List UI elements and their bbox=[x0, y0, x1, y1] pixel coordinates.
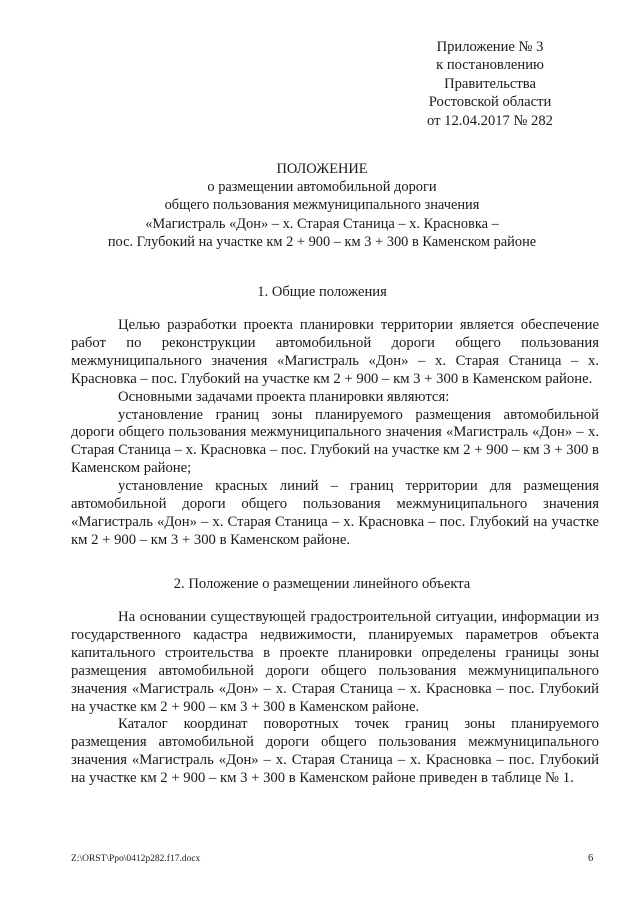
paragraph: На основании существующей градостроительной ситуации, информации из государственного кадастра недвижимости, планируемых параметров объекта капитального строительства в проекте планировки определены границы зоны размещения автомобильной дороги общего пользования межмуниципального значения «Магистраль «Дон» – х. Старая Станица – х. Красновка – пос. Глубокий на участке км 2 + 900 – км 3 + 300 в Каменском районе. bbox=[71, 609, 599, 715]
page-number: 6 bbox=[588, 853, 594, 864]
document-heading bbox=[72, 160, 572, 251]
section-1-heading: 1. Общие положения bbox=[257, 284, 387, 300]
appendix-line: Приложение № 3 bbox=[436, 39, 544, 55]
section-1-body bbox=[71, 317, 599, 550]
appendix-line: Ростовской области bbox=[428, 94, 552, 111]
paragraph: Целью разработки проекта планировки территории является обеспечение работ по реконструкции автомобильной дороги общего пользования межмуниципального значения «Магистраль «Дон» – х. Старая Станица – х. Красновка – пос. Глубокий на участке км 2 + 900 – км 3 + 300 в Каменском районе. bbox=[71, 317, 599, 387]
appendix-line: от 12.04.2017 № 282 bbox=[427, 112, 553, 129]
footer-file-path: Z:\ORST\Ppo\0412p282.f17.docx bbox=[71, 854, 201, 864]
appendix-block bbox=[395, 38, 585, 130]
paragraph: Каталог координат поворотных точек границ зоны планируемого размещения автомобильной дороги общего пользования межмуниципального значения «Магистраль «Дон» – х. Старая Станица – х. Красновка – пос. Глубокий на участке км 2 + 900 – км 3 + 300 в Каменском районе приведен в таблице № 1. bbox=[71, 716, 599, 787]
paragraph: Основными задачами проекта планировки являются: bbox=[118, 388, 450, 405]
section-2-body bbox=[71, 609, 599, 788]
paragraph: установление красных линий – границ территории для размещения автомобильной дороги общего пользования межмуниципального значения «Магистраль «Дон» – х. Старая Станица – х. Красновка – пос. Глубокий на участке км 2 + 900 – км 3 + 300 в Каменском районе. bbox=[71, 478, 599, 548]
document-title: ПОЛОЖЕНИЕ bbox=[276, 161, 368, 177]
section-2-heading: 2. Положение о размещении линейного объекта bbox=[173, 576, 471, 592]
document-subtitle-line: пос. Глубокий на участке км 2 + 900 – км 3 + 300 в Каменском районе bbox=[107, 233, 537, 250]
document-subtitle-line: «Магистраль «Дон» – х. Старая Станица – х. Красновка – bbox=[145, 215, 499, 232]
appendix-line: Правительства bbox=[444, 75, 536, 92]
paragraph: установление границ зоны планируемого размещения автомобильной дороги общего пользования межмуниципального значения «Магистраль «Дон» – х. Старая Станица – х. Красновка – пос. Глубокий на участке км 2 + 900 – км 3 + 300 в Каменском районе; bbox=[71, 406, 599, 477]
document-subtitle-line: о размещении автомобильной дороги bbox=[207, 179, 437, 196]
appendix-line: к постановлению bbox=[436, 57, 544, 74]
document-subtitle-line: общего пользования межмуниципального значения bbox=[164, 197, 480, 214]
